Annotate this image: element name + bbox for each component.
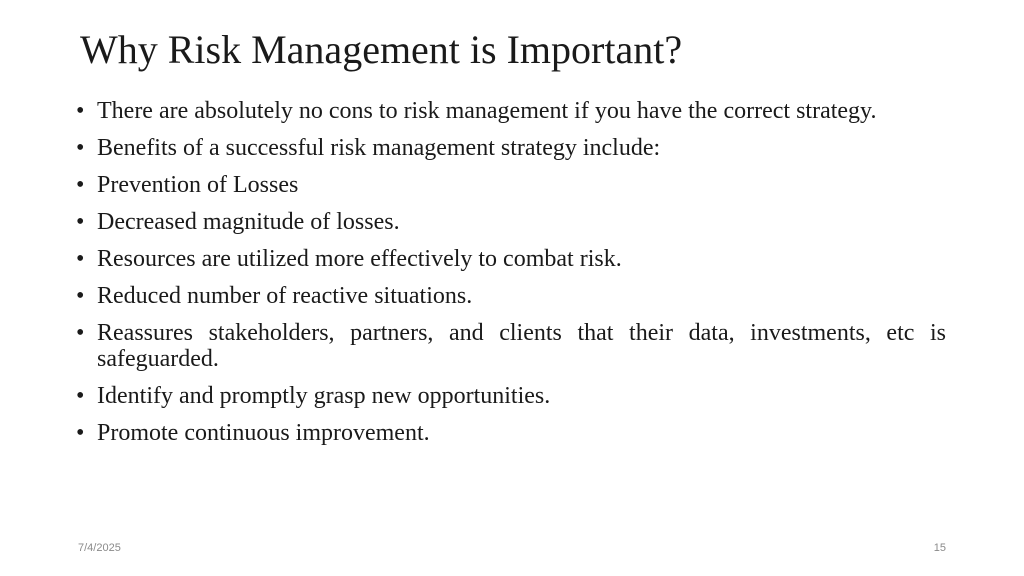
bullet-text: Reassures stakeholders, partners, and clients that their data, investments, etc is safeguarded. xyxy=(97,320,946,372)
footer-date: 7/4/2025 xyxy=(78,542,121,554)
footer-page-number: 15 xyxy=(933,542,946,554)
bullet-text: Promote continuous improvement. xyxy=(97,420,430,446)
bullet-dot-icon: • xyxy=(76,246,85,272)
bullet-item xyxy=(76,209,946,235)
bullet-text: Identify and promptly grasp new opportunities. xyxy=(97,383,551,409)
bullet-dot-icon: • xyxy=(76,420,85,446)
bullet-text: Resources are utilized more effectively to combat risk. xyxy=(97,246,622,272)
bullet-item xyxy=(76,283,946,309)
bullet-dot-icon: • xyxy=(76,135,85,161)
bullet-text: Decreased magnitude of losses. xyxy=(97,209,400,235)
bullet-dot-icon: • xyxy=(76,172,85,198)
bullet-item xyxy=(76,172,946,198)
bullet-text: Benefits of a successful risk management strategy include: xyxy=(97,135,661,161)
bullet-text: There are absolutely no cons to risk management if you have the correct strategy. xyxy=(97,98,877,124)
bullet-dot-icon: • xyxy=(76,98,85,124)
bullet-dot-icon: • xyxy=(76,320,85,346)
bullet-dot-icon: • xyxy=(76,209,85,235)
bullet-text: Prevention of Losses xyxy=(97,172,299,198)
bullet-dot-icon: • xyxy=(76,383,85,409)
slide-title: Why Risk Management is Important? xyxy=(80,27,683,72)
bullet-item xyxy=(76,246,946,272)
bullet-item xyxy=(76,420,946,446)
bullet-text: Reduced number of reactive situations. xyxy=(97,283,473,309)
bullet-list xyxy=(76,98,946,457)
bullet-item xyxy=(76,98,946,124)
bullet-dot-icon: • xyxy=(76,283,85,309)
bullet-item xyxy=(76,135,946,161)
bullet-item xyxy=(76,320,946,372)
bullet-item xyxy=(76,383,946,409)
